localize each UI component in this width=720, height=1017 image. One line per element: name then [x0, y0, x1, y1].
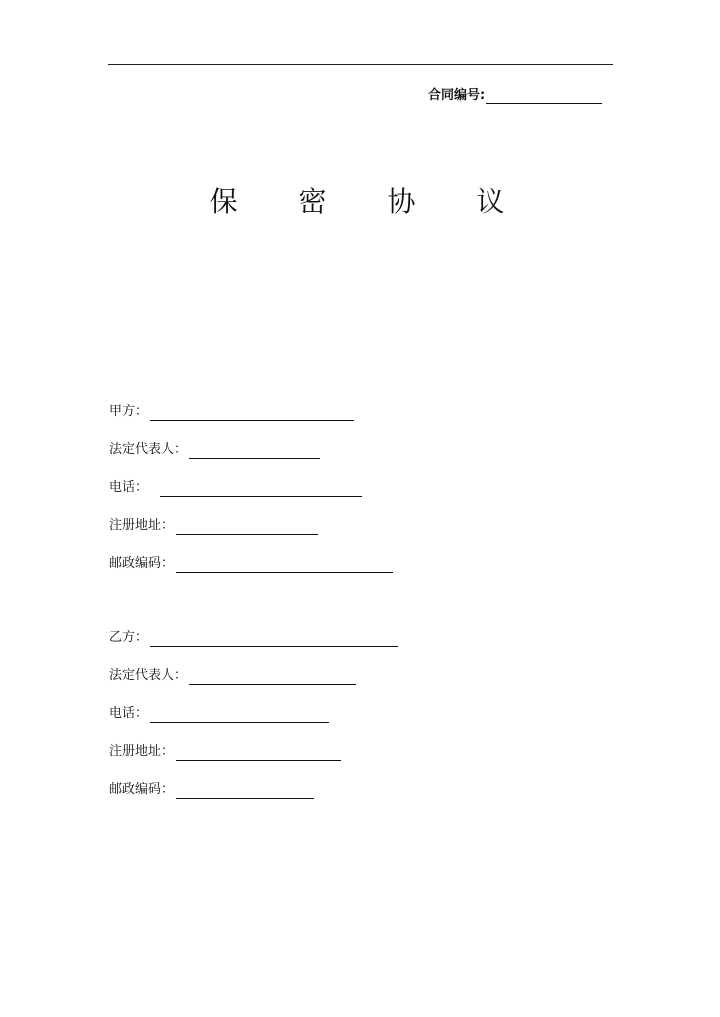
contract-number-label: 合同编号:	[428, 88, 486, 103]
party-a-name-field	[109, 401, 393, 421]
party-a-name-blank[interactable]	[150, 408, 354, 421]
party-a-rep-blank[interactable]	[189, 446, 320, 459]
party-b-rep-label: 法定代表人：	[109, 668, 188, 683]
party-a-rep-label: 法定代表人：	[109, 442, 188, 457]
party-a-address-label: 注册地址：	[109, 518, 175, 533]
party-b-name-blank[interactable]	[150, 634, 398, 647]
party-a-postcode-field	[109, 553, 393, 573]
party-a-name-label: 甲方：	[109, 404, 149, 419]
party-a-phone-blank[interactable]	[160, 484, 362, 497]
party-b-address-blank[interactable]	[176, 748, 341, 761]
party-a-section	[109, 401, 393, 591]
party-b-name-field	[109, 627, 398, 647]
party-b-postcode-field	[109, 779, 398, 799]
party-a-phone-field	[109, 477, 393, 497]
party-a-postcode-label: 邮政编码：	[109, 556, 175, 571]
party-b-address-label: 注册地址：	[109, 744, 175, 759]
party-a-address-blank[interactable]	[176, 522, 318, 535]
party-b-rep-blank[interactable]	[189, 672, 356, 685]
party-a-address-field	[109, 515, 393, 535]
party-b-rep-field	[109, 665, 398, 685]
document-title: 保 密 协 议	[209, 185, 531, 218]
party-b-phone-field	[109, 703, 398, 723]
party-b-address-field	[109, 741, 398, 761]
header-rule	[108, 64, 613, 65]
party-b-postcode-blank[interactable]	[176, 786, 314, 799]
contract-number-field	[428, 88, 602, 104]
party-a-phone-label: 电话：	[109, 480, 149, 495]
party-b-name-label: 乙方：	[109, 630, 149, 645]
party-b-postcode-label: 邮政编码：	[109, 782, 175, 797]
contract-number-blank[interactable]	[486, 89, 602, 104]
party-b-phone-label: 电话：	[109, 706, 149, 721]
party-b-section	[109, 627, 398, 817]
party-b-phone-blank[interactable]	[150, 710, 329, 723]
party-a-rep-field	[109, 439, 393, 459]
party-a-postcode-blank[interactable]	[176, 560, 393, 573]
